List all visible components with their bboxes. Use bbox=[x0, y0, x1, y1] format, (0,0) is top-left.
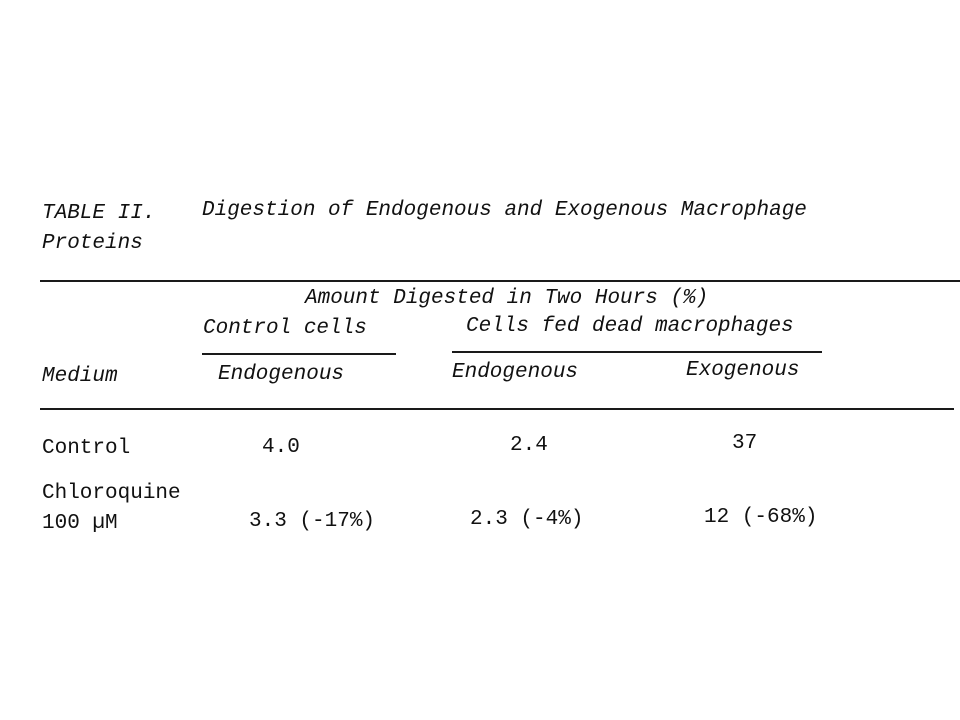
row-chloroquine-medium: Chloroquine bbox=[42, 482, 181, 505]
row-control-control-endogenous: 4.0 bbox=[262, 436, 300, 459]
header-rule bbox=[40, 408, 954, 410]
row-control-fed-endogenous: 2.4 bbox=[510, 434, 548, 457]
table-title: Digestion of Endogenous and Exogenous Macrophage bbox=[202, 199, 807, 222]
row-chloroquine-fed-endogenous: 2.3 (-4%) bbox=[470, 508, 584, 531]
row-chloroquine-control-endogenous: 3.3 (-17%) bbox=[249, 510, 376, 533]
table-title-continued: Proteins bbox=[42, 232, 143, 255]
fed-group-underline bbox=[452, 351, 822, 353]
group-header-control-cells: Control cells bbox=[203, 317, 367, 340]
table-number: TABLE II. bbox=[42, 202, 156, 225]
row-control-fed-exogenous: 37 bbox=[732, 432, 758, 455]
column-header-medium: Medium bbox=[42, 365, 118, 388]
column-header-fed-exogenous: Exogenous bbox=[686, 359, 800, 382]
row-chloroquine-fed-exogenous: 12 (-68%) bbox=[704, 506, 818, 529]
group-header-fed-cells: Cells fed dead macrophages bbox=[466, 315, 794, 338]
column-header-control-endogenous: Endogenous bbox=[218, 363, 345, 386]
column-header-fed-endogenous: Endogenous bbox=[452, 361, 579, 384]
spanner-header: Amount Digested in Two Hours (%) bbox=[305, 287, 709, 310]
bleed-through-shadow bbox=[250, 258, 254, 276]
control-group-underline bbox=[202, 353, 396, 355]
top-rule bbox=[40, 280, 960, 282]
row-chloroquine-concentration: 100 µM bbox=[42, 512, 118, 535]
row-control-medium: Control bbox=[42, 437, 131, 460]
